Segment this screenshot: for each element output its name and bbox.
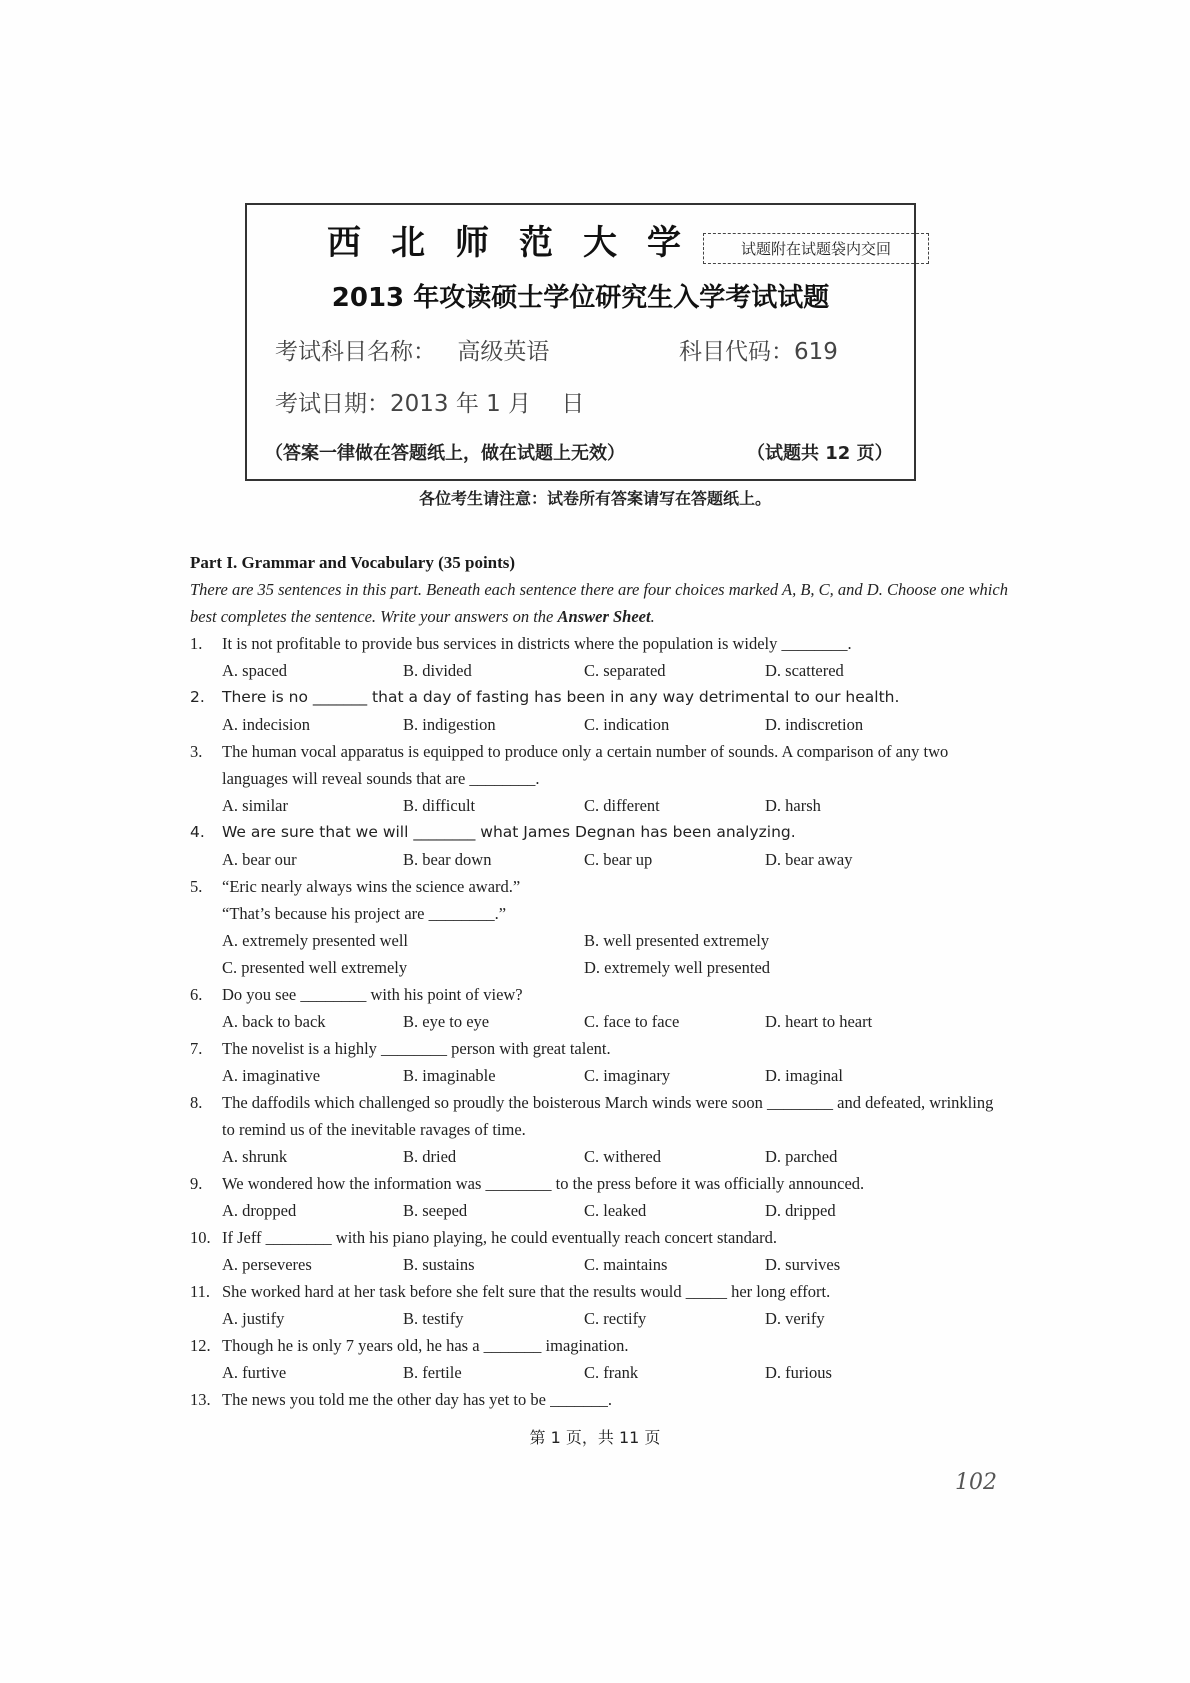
exam-title: 2013 年攻读硕士学位研究生入学考试试题 (331, 283, 830, 313)
question-1: 1. It is not profitable to provide bus services in districts where the population is widely ________. (190, 634, 852, 653)
subject-line (275, 333, 549, 366)
code-label: 科目代码： (679, 339, 794, 365)
exam-content (190, 550, 1010, 1413)
answer-note: （答案一律做在答题纸上，做在试题上无效） (265, 443, 625, 464)
question-10-options: A. perseveres B. sustains C. maintains D. survives (222, 1255, 841, 1274)
question-2: 2. There is no _______ that a day of fasting has been in any way detrimental to our health. (190, 688, 900, 706)
university-name: 西北师范大学 (327, 223, 711, 263)
question-9-options: A. dropped B. seeped C. leaked D. dripped (222, 1201, 836, 1220)
return-with-envelope-stamp: 试题附在试题袋内交回 (703, 233, 929, 264)
question-5: 5. “Eric nearly always wins the science award.” (190, 877, 521, 896)
date-value: 2013 年 1 月 日 (390, 391, 585, 417)
handwritten-page-mark: 102 (955, 1470, 997, 1495)
subject-label: 考试科目名称： (275, 339, 436, 365)
question-13: 13. The news you told me the other day has yet to be _______. (190, 1390, 612, 1409)
question-12-options: A. furtive B. fertile C. frank D. furious (222, 1363, 832, 1382)
question-4: 4. We are sure that we will ________ what James Degnan has been analyzing. (190, 823, 796, 841)
answer-sheet-label: Answer Sheet (557, 607, 651, 626)
part-instructions: There are 35 sentences in this part. Beneath each sentence there are four choices marked A, B, C, and D. Choose one which best completes the sentence. Write your answers on the Answer Sheet. (190, 580, 1008, 626)
question-9: 9. We wondered how the information was ________ to the press before it was officially announced. (190, 1174, 865, 1193)
pages-note: （试题共 12 页） (747, 443, 893, 464)
question-12: 12. Though he is only 7 years old, he has a _______ imagination. (190, 1336, 629, 1355)
exam-date-line (275, 385, 584, 418)
question-2-options: A. indecision B. indigestion C. indication D. indiscretion (222, 715, 864, 734)
question-10: 10. If Jeff ________ with his piano playing, he could eventually reach concert standard. (190, 1228, 778, 1247)
candidate-notice: 各位考生请注意：试卷所有答案请写在答题纸上。 (418, 489, 771, 508)
question-3: 3. The human vocal apparatus is equipped to produce only a certain number of sounds. A comparison of any two languages will reveal sounds that are ________. (190, 742, 949, 788)
question-5-options-row-2: C. presented well extremely D. extremely well presented (222, 958, 771, 977)
question-11-options: A. justify B. testify C. rectify D. verify (222, 1309, 825, 1328)
question-6-options: A. back to back B. eye to eye C. face to face D. heart to heart (222, 1012, 873, 1031)
question-5-line-2: “That’s because his project are ________.” (222, 904, 507, 923)
question-11: 11. She worked hard at her task before she felt sure that the results would _____ her long effort. (190, 1282, 831, 1301)
question-3-options: A. similar B. difficult C. different D. harsh (222, 796, 821, 815)
part-title: Part I. Grammar and Vocabulary (35 points) (190, 553, 516, 572)
exam-header-box (245, 203, 916, 481)
page-footer: 第 1 页，共 11 页 (529, 1428, 661, 1447)
question-7: 7. The novelist is a highly ________ person with great talent. (190, 1039, 611, 1058)
subject-code-line (679, 333, 838, 366)
date-label: 考试日期： (275, 391, 390, 417)
question-1-options: A. spaced B. divided C. separated D. scattered (222, 661, 844, 680)
question-8: 8. The daffodils which challenged so proudly the boisterous March winds were soon ________ and defeated, wrinkling to remind us of the inevitable ravages of time. (190, 1093, 994, 1139)
question-7-options: A. imaginative B. imaginable C. imaginary D. imaginal (222, 1066, 843, 1085)
question-5-options-row-1: A. extremely presented well B. well presented extremely (222, 931, 770, 950)
question-6: 6. Do you see ________ with his point of view? (190, 985, 523, 1004)
code-value: 619 (794, 339, 838, 365)
question-4-options: A. bear our B. bear down C. bear up D. bear away (222, 850, 853, 869)
subject-name: 高级英语 (457, 339, 550, 365)
question-8-options: A. shrunk B. dried C. withered D. parched (222, 1147, 838, 1166)
